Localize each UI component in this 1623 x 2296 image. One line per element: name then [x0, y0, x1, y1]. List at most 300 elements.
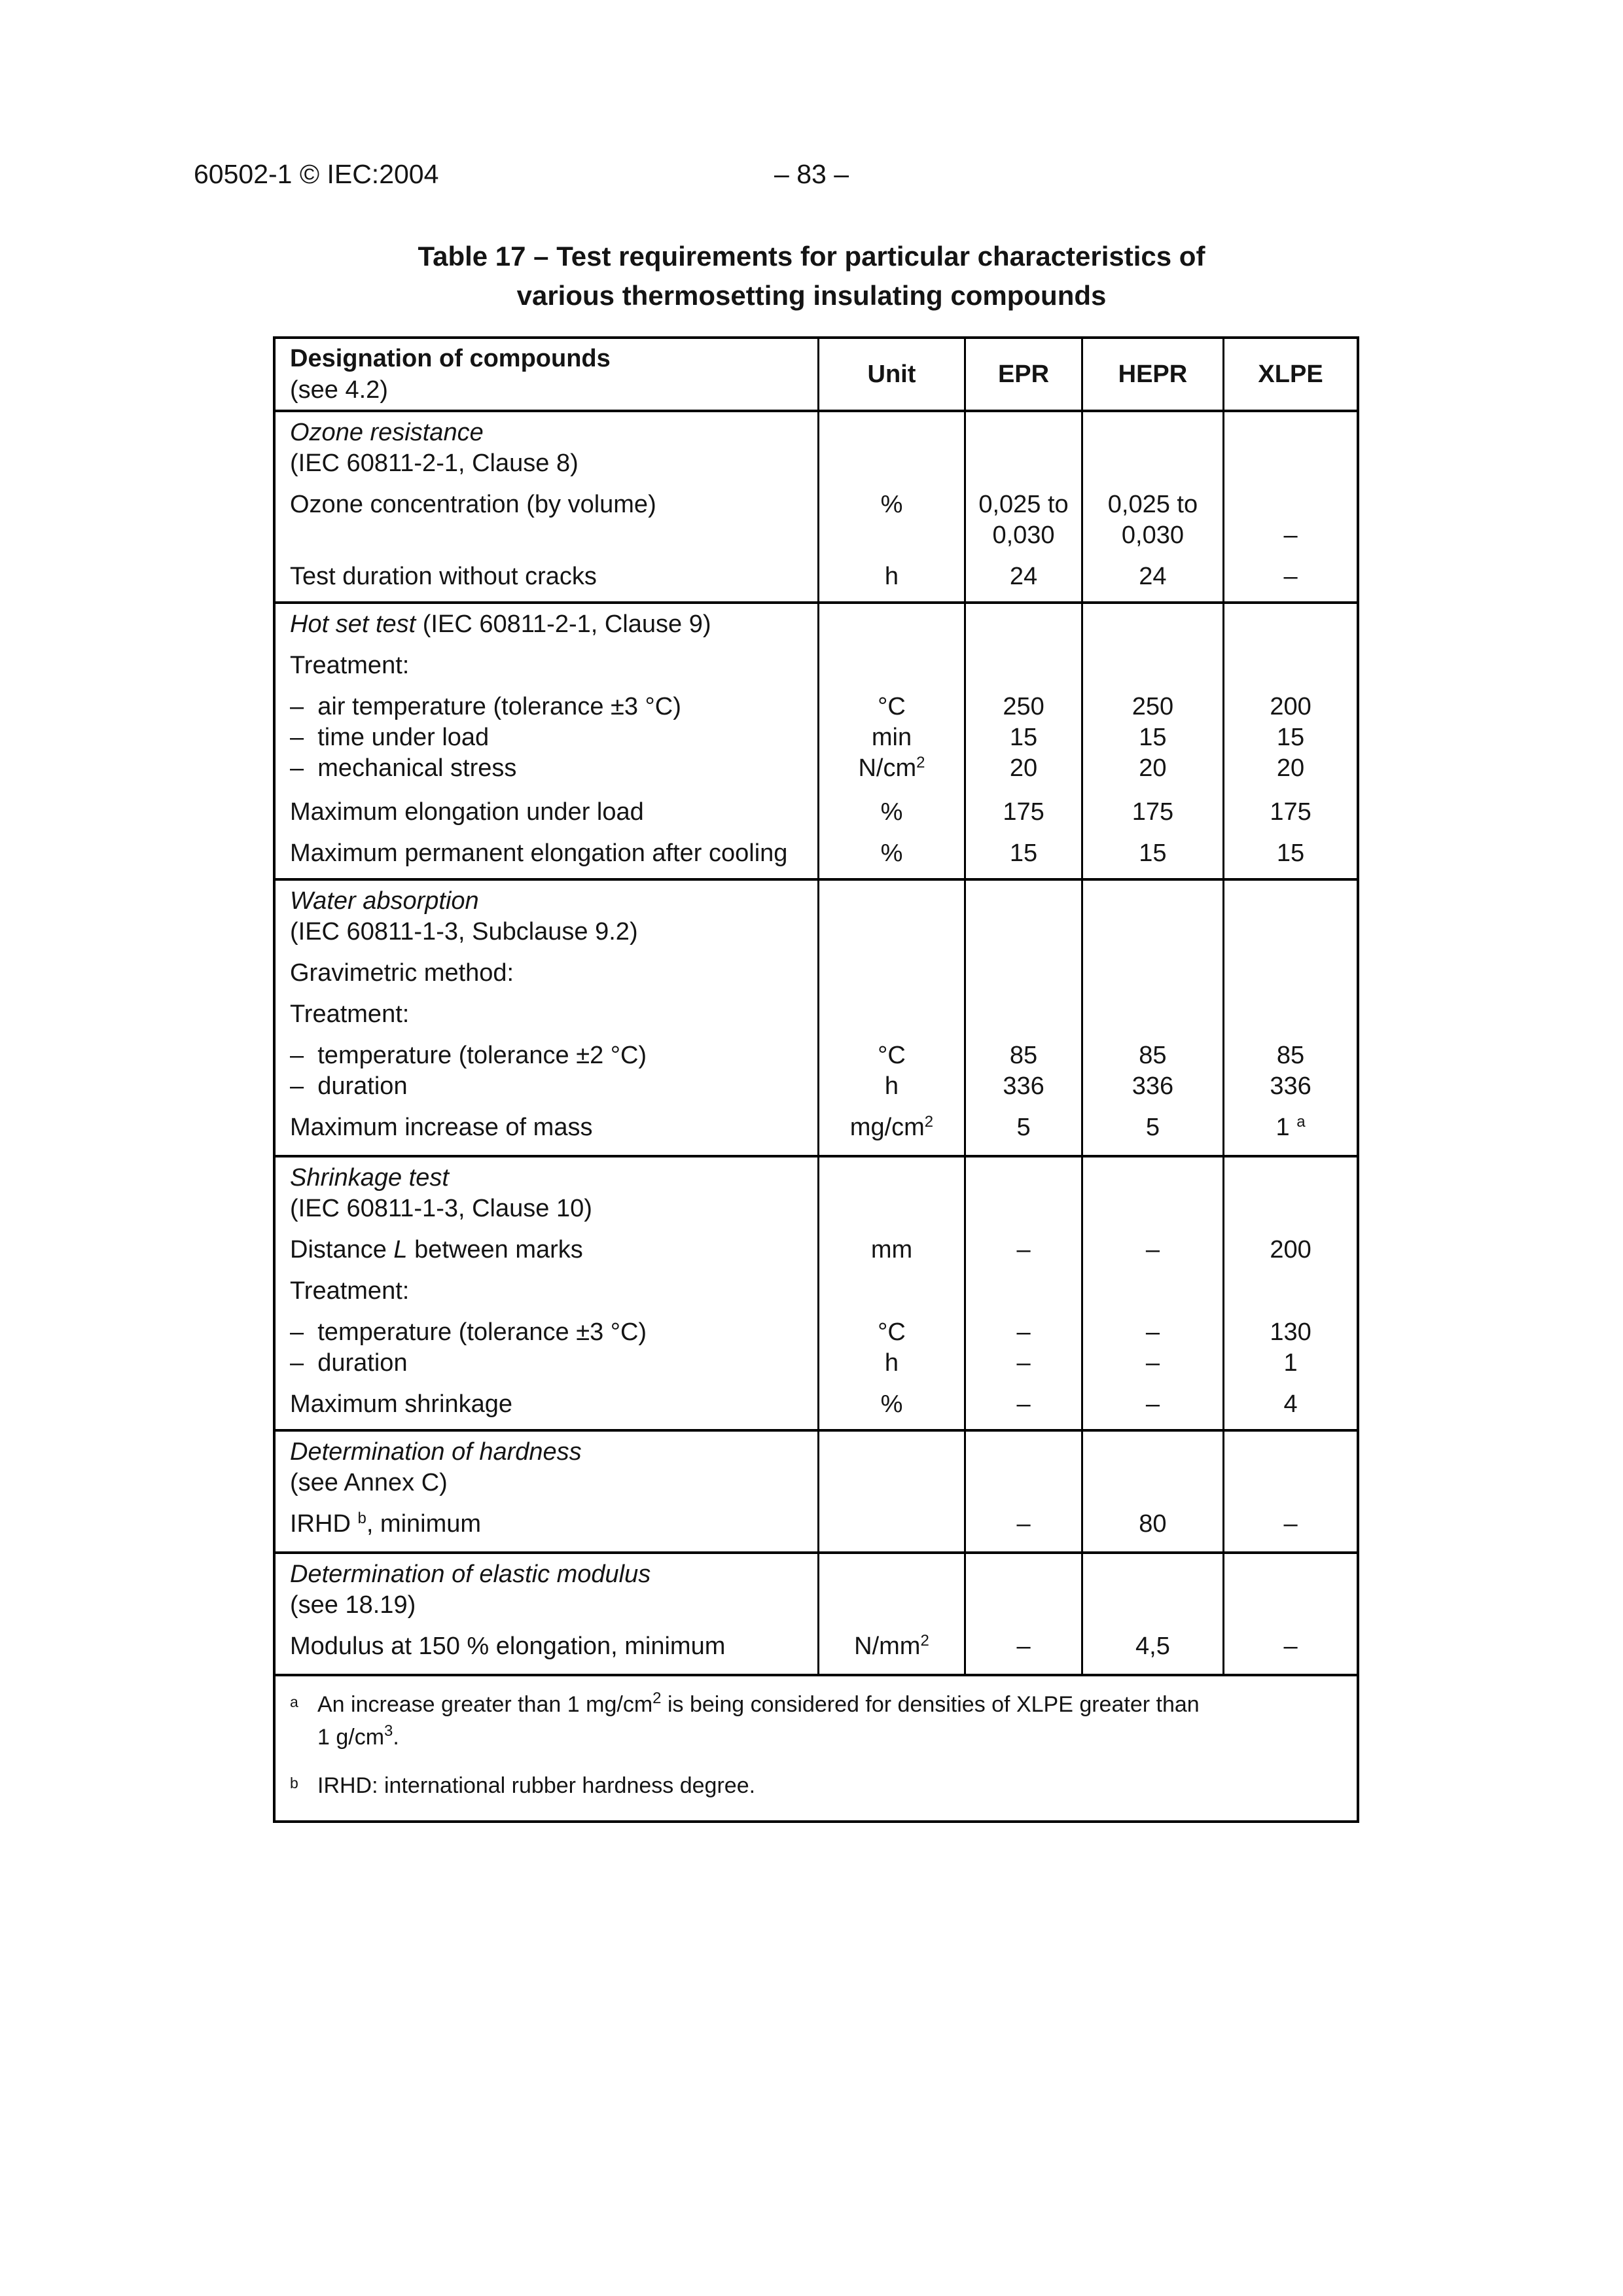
table-cell: [1081, 1265, 1222, 1276]
table-cell: – time under load: [290, 724, 490, 751]
table-cell: [276, 947, 817, 958]
table-cell: [817, 958, 965, 989]
table-cell: 200: [1222, 692, 1357, 722]
table-spacer-row: [276, 551, 1357, 561]
table-cell: [1081, 1621, 1222, 1631]
superscript: b: [357, 1510, 366, 1527]
table-cell: [276, 828, 817, 838]
table-cell: [817, 681, 965, 692]
table-cell: [817, 1193, 965, 1224]
table-cell: %: [817, 1389, 965, 1429]
table-cell: Test duration without cracks: [290, 563, 597, 590]
table-cell: 0,025 to: [1081, 489, 1222, 520]
table-cell: [1222, 1030, 1357, 1040]
table-cell: (IEC 60811-1-3, Subclause 9.2): [290, 918, 638, 945]
table-row: [276, 650, 1357, 681]
column-header-designation: [276, 339, 817, 410]
table-spacer-row: [276, 1265, 1357, 1276]
italic-text: Determination of elastic modulus: [290, 1561, 651, 1588]
text-part: An increase greater than 1 mg/cm: [317, 1692, 653, 1717]
text-part: IRHD: [290, 1510, 358, 1538]
table-title-line2: various thermosetting insulating compounds: [516, 280, 1107, 311]
table-row: [276, 1317, 1357, 1348]
table-cell: [1081, 1307, 1222, 1317]
table-cell: 175: [1081, 797, 1222, 828]
table-cell: Treatment:: [290, 652, 410, 679]
table-row: [276, 489, 1357, 520]
table-cell: [1222, 828, 1357, 838]
table-cell: 0,030: [1081, 520, 1222, 551]
table-cell: [817, 753, 965, 786]
table-cell: [964, 681, 1080, 692]
table-cell: [964, 828, 1080, 838]
table-cell: [276, 1265, 817, 1276]
table-cell: 80: [1081, 1509, 1222, 1551]
table-cell: [964, 999, 1080, 1030]
table-cell: [964, 1432, 1080, 1468]
table-row: [276, 881, 1357, 917]
table-cell: [817, 1468, 965, 1498]
table-cell: [276, 1498, 817, 1509]
table-section-determination-of-hardness: [276, 1429, 1357, 1551]
table-cell: [1222, 1193, 1357, 1224]
italic-text: L: [393, 1236, 408, 1263]
table-row: [276, 448, 1357, 479]
table-row: [276, 838, 1357, 878]
table-cell: –: [964, 1389, 1080, 1429]
table-spacer-row: [276, 1307, 1357, 1317]
table-cell: [1222, 1590, 1357, 1621]
table-cell: [1222, 1157, 1357, 1193]
column-header-hepr: HEPR: [1081, 339, 1222, 410]
table-cell: [964, 1379, 1080, 1389]
page-header: [0, 159, 1623, 190]
table-cell: [817, 551, 965, 561]
text-part: 1: [1275, 1114, 1297, 1141]
table-section-hot-set-test: [276, 601, 1357, 878]
table-title-line1: Table 17 – Test requirements for particular characteristics of: [418, 241, 1205, 272]
table-cell: 4: [1222, 1389, 1357, 1429]
text-part: (IEC 60811-2-1, Clause 9): [416, 610, 711, 638]
table-cell: [964, 989, 1080, 999]
table-row: [276, 692, 1357, 722]
table-cell: [964, 1276, 1080, 1307]
column-header-epr: EPR: [964, 339, 1080, 410]
table-cell: [964, 412, 1080, 448]
table-cell: [1081, 947, 1222, 958]
table-cell: [1222, 489, 1357, 520]
table-cell: [817, 1590, 965, 1621]
table-cell: °C: [817, 1040, 965, 1071]
table-cell: [817, 520, 965, 551]
text-part: IRHD: international rubber hardness degree.: [317, 1773, 756, 1798]
footnote-b: [286, 1771, 1337, 1801]
table-row: [276, 1276, 1357, 1307]
table-cell: [1081, 1157, 1222, 1193]
table-cell: 85: [1081, 1040, 1222, 1071]
table-cell: [964, 1307, 1080, 1317]
table-cell: Treatment:: [290, 1277, 410, 1305]
table-spacer-row: [276, 989, 1357, 999]
table-cell: Gravimetric method:: [290, 959, 514, 987]
table-cell: [817, 1157, 965, 1193]
table-cell: [1222, 999, 1357, 1030]
table-row: [276, 722, 1357, 753]
table-cell: [276, 1509, 817, 1551]
table-cell: (see 18.19): [290, 1591, 416, 1619]
table-cell: – mechanical stress: [290, 754, 517, 782]
table-row: [276, 1468, 1357, 1498]
table-cell: [1222, 881, 1357, 917]
table-cell: [276, 681, 817, 692]
table-cell: [964, 786, 1080, 797]
table-cell: Maximum permanent elongation after cooling: [290, 839, 788, 867]
table-cell: [1222, 989, 1357, 999]
table-spacer-row: [276, 1498, 1357, 1509]
table-cell: [964, 1265, 1080, 1276]
italic-text: Ozone resistance: [290, 419, 484, 446]
table-spacer-row: [276, 947, 1357, 958]
table-cell: [964, 448, 1080, 479]
table-cell: Maximum shrinkage: [290, 1390, 512, 1418]
table-cell: [1081, 1432, 1222, 1468]
table-cell: [276, 1621, 817, 1631]
table-cell: –: [964, 1317, 1080, 1348]
table-cell: 85: [1222, 1040, 1357, 1071]
table-row: [276, 1389, 1357, 1429]
table-cell: [1081, 1030, 1222, 1040]
table-cell: [1081, 989, 1222, 999]
table-cell: [1222, 947, 1357, 958]
page-number: – 83 –: [774, 159, 849, 189]
table-cell: %: [817, 838, 965, 878]
table-cell: [1222, 1265, 1357, 1276]
footnote-marker: a: [290, 1693, 298, 1710]
table-cell: [1222, 604, 1357, 640]
table-spacer-row: [276, 828, 1357, 838]
table-cell: 0,025 to: [964, 489, 1080, 520]
table-section-determination-of-elastic-modulus: [276, 1551, 1357, 1674]
table-cell: [817, 1554, 965, 1590]
table-cell: 5: [1081, 1112, 1222, 1155]
table-cell: [964, 1030, 1080, 1040]
table-cell: [817, 604, 965, 640]
table-cell: [1081, 1590, 1222, 1621]
table-cell: (see Annex C): [290, 1469, 448, 1496]
table-cell: min: [817, 722, 965, 753]
table-cell: [1222, 958, 1357, 989]
table-row: [276, 1193, 1357, 1224]
table-cell: 336: [1081, 1071, 1222, 1102]
table-cell: 15: [1081, 722, 1222, 753]
table-cell: [964, 1193, 1080, 1224]
table-cell: [817, 1276, 965, 1307]
table-cell: 200: [1222, 1235, 1357, 1265]
table-spacer-row: [276, 681, 1357, 692]
text-part: N/mm: [854, 1633, 921, 1660]
table-cell: [964, 1621, 1080, 1631]
table-title: [0, 237, 1623, 315]
table-row: [276, 561, 1357, 601]
table-cell: –: [1081, 1389, 1222, 1429]
table-cell: [964, 1590, 1080, 1621]
table-cell: [1222, 1379, 1357, 1389]
table-cell: [276, 1157, 817, 1193]
table-cell: h: [817, 561, 965, 601]
table-cell: [1222, 650, 1357, 681]
table-spacer-row: [276, 1224, 1357, 1235]
table-cell: [1081, 1193, 1222, 1224]
table-cell: [1222, 1621, 1357, 1631]
table-cell: 15: [1222, 838, 1357, 878]
table-cell: [1222, 1498, 1357, 1509]
table-cell: °C: [817, 692, 965, 722]
table-cell: [1081, 828, 1222, 838]
table-cell: [1081, 786, 1222, 797]
table-row: [276, 999, 1357, 1030]
table-cell: [964, 479, 1080, 489]
table-cell: [1222, 786, 1357, 797]
table-cell: [964, 1498, 1080, 1509]
table-spacer-row: [276, 786, 1357, 797]
table-cell: [1081, 958, 1222, 989]
table-cell: [817, 989, 965, 999]
table-cell: [1081, 1224, 1222, 1235]
table-cell: [1081, 1276, 1222, 1307]
table-cell: 20: [964, 753, 1080, 786]
table-cell: [817, 412, 965, 448]
table-cell: –: [964, 1509, 1080, 1551]
table-cell: [817, 1631, 965, 1674]
table-cell: 5: [964, 1112, 1080, 1155]
table-cell: [276, 1554, 817, 1590]
table-row: [276, 1348, 1357, 1379]
table-cell: [276, 1224, 817, 1235]
table-cell: [817, 1498, 965, 1509]
table-cell: h: [817, 1071, 965, 1102]
table-cell: 1: [1222, 1348, 1357, 1379]
table-cell: [964, 1224, 1080, 1235]
table-row: [276, 412, 1357, 448]
table-section-ozone-resistance: [276, 410, 1357, 601]
table-cell: – duration: [290, 1349, 408, 1377]
table-cell: [1081, 1468, 1222, 1498]
table-cell: [276, 1102, 817, 1112]
table-cell: [1222, 640, 1357, 650]
table-section-water-absorption: [276, 878, 1357, 1155]
table-cell: Modulus at 150 % elongation, minimum: [290, 1633, 726, 1660]
table-cell: [964, 958, 1080, 989]
table-row: [276, 1509, 1357, 1551]
table-cell: Ozone concentration (by volume): [290, 491, 656, 518]
table-cell: [1222, 1102, 1357, 1112]
table-cell: 4,5: [1081, 1631, 1222, 1674]
text-part: mg/cm: [849, 1114, 925, 1141]
table-cell: (IEC 60811-2-1, Clause 8): [290, 450, 579, 477]
table-cell: [276, 1432, 817, 1468]
superscript: 2: [652, 1689, 662, 1707]
table-cell: [1081, 1379, 1222, 1389]
table-cell: [817, 1621, 965, 1631]
table-cell: –: [1222, 561, 1357, 601]
table-cell: [1222, 917, 1357, 947]
table-cell: [817, 650, 965, 681]
superscript: 2: [920, 1632, 929, 1650]
table-cell: [817, 1265, 965, 1276]
table-spacer-row: [276, 640, 1357, 650]
table-section-shrinkage-test: [276, 1155, 1357, 1429]
italic-text: Hot set test: [290, 610, 416, 638]
footnote-text: [317, 1689, 1337, 1755]
table-cell: [817, 479, 965, 489]
table-cell: 24: [964, 561, 1080, 601]
table-cell: 336: [964, 1071, 1080, 1102]
superscript: 2: [916, 754, 925, 771]
table-cell: [276, 881, 817, 917]
table-cell: –: [1222, 520, 1357, 551]
table-cell: [276, 1379, 817, 1389]
table-cell: [1081, 650, 1222, 681]
text-part: between marks: [407, 1236, 583, 1263]
table-cell: [817, 881, 965, 917]
table-row: [276, 1157, 1357, 1193]
table-cell: –: [964, 1348, 1080, 1379]
footnote-a: [286, 1689, 1337, 1755]
table-cell: [964, 1554, 1080, 1590]
text-part: 1 g/cm: [317, 1725, 385, 1750]
table-cell: [817, 1379, 965, 1389]
table-cell: [817, 1112, 965, 1155]
table-cell: [1222, 1432, 1357, 1468]
table-cell: 85: [964, 1040, 1080, 1071]
table-spacer-row: [276, 1379, 1357, 1389]
table-cell: [817, 1030, 965, 1040]
table-cell: [964, 881, 1080, 917]
table-row: [276, 1631, 1357, 1674]
table-cell: [1222, 1276, 1357, 1307]
text-part: Distance: [290, 1236, 394, 1263]
table-cell: [964, 1157, 1080, 1193]
table-row: [276, 917, 1357, 947]
table-row: [276, 1432, 1357, 1468]
table-row: [276, 1590, 1357, 1621]
table-cell: –: [1081, 1317, 1222, 1348]
table-cell: [964, 917, 1080, 947]
table-cell: [817, 917, 965, 947]
table-cell: [1081, 1102, 1222, 1112]
table-cell: [817, 1307, 965, 1317]
table-cell: [964, 1468, 1080, 1498]
table-cell: 20: [1081, 753, 1222, 786]
table-cell: [1222, 479, 1357, 489]
text-part: is being considered for densities of XLPE greater than: [661, 1692, 1200, 1717]
table-row: [276, 958, 1357, 989]
table-cell: [964, 640, 1080, 650]
table-row: [276, 1040, 1357, 1071]
table-spacer-row: [276, 1030, 1357, 1040]
table-cell: %: [817, 489, 965, 520]
table-cell: [276, 640, 817, 650]
table-cell: [1081, 604, 1222, 640]
table-cell: –: [1081, 1235, 1222, 1265]
table-row: [276, 604, 1357, 640]
table-cell: 175: [1222, 797, 1357, 828]
table-cell: [1222, 448, 1357, 479]
superscript: 2: [924, 1113, 934, 1131]
table-cell: [1081, 881, 1222, 917]
table-cell: [1081, 1554, 1222, 1590]
table-cell: [964, 650, 1080, 681]
table-cell: 336: [1222, 1071, 1357, 1102]
table-header-row: [276, 339, 1357, 410]
table-cell: (IEC 60811-1-3, Clause 10): [290, 1195, 592, 1222]
table-cell: [817, 1102, 965, 1112]
table-cell: [817, 1224, 965, 1235]
text-part: .: [393, 1725, 399, 1750]
table-cell: [817, 448, 965, 479]
table-cell: h: [817, 1348, 965, 1379]
table-cell: 15: [964, 838, 1080, 878]
table-cell: [1222, 1554, 1357, 1590]
table-cell: Treatment:: [290, 1000, 410, 1028]
table-cell: 15: [964, 722, 1080, 753]
italic-text: Shrinkage test: [290, 1164, 449, 1192]
table-cell: [276, 551, 817, 561]
table-footnotes: [276, 1674, 1357, 1820]
table-cell: [276, 1307, 817, 1317]
superscript: a: [1296, 1113, 1306, 1131]
table-spacer-row: [276, 1102, 1357, 1112]
table-cell: [276, 786, 817, 797]
table-cell: [817, 999, 965, 1030]
table-cell: [1222, 1468, 1357, 1498]
table-cell: [817, 640, 965, 650]
table-cell: [276, 479, 817, 489]
table-cell: [1081, 479, 1222, 489]
table-cell: [1222, 1112, 1357, 1155]
table-cell: 130: [1222, 1317, 1357, 1348]
table-cell: 15: [1081, 838, 1222, 878]
table-cell: – duration: [290, 1072, 408, 1100]
table-cell: 250: [1081, 692, 1222, 722]
table-cell: –: [1222, 1509, 1357, 1551]
superscript: 3: [384, 1722, 393, 1740]
table-cell: [1222, 412, 1357, 448]
table-cell: [276, 520, 817, 551]
table-row: [276, 753, 1357, 786]
italic-text: Determination of hardness: [290, 1438, 582, 1466]
table-row: [276, 797, 1357, 828]
column-header-designation-line1: Designation of compounds: [290, 345, 611, 372]
column-header-designation-line2: (see 4.2): [290, 376, 388, 404]
table-spacer-row: [276, 479, 1357, 489]
table-cell: [1081, 551, 1222, 561]
table-cell: [964, 604, 1080, 640]
table-cell: –: [1222, 1631, 1357, 1674]
table-cell: Maximum increase of mass: [290, 1114, 593, 1141]
table-cell: [276, 412, 817, 448]
table-cell: [817, 828, 965, 838]
table-row: [276, 520, 1357, 551]
document-id: 60502-1 © IEC:2004: [194, 159, 439, 189]
table-cell: [817, 1509, 965, 1551]
table-cell: [1081, 1498, 1222, 1509]
table-cell: [964, 947, 1080, 958]
table-cell: [1222, 1307, 1357, 1317]
table-cell: –: [964, 1631, 1080, 1674]
table-cell: [1081, 917, 1222, 947]
table-cell: [1222, 551, 1357, 561]
